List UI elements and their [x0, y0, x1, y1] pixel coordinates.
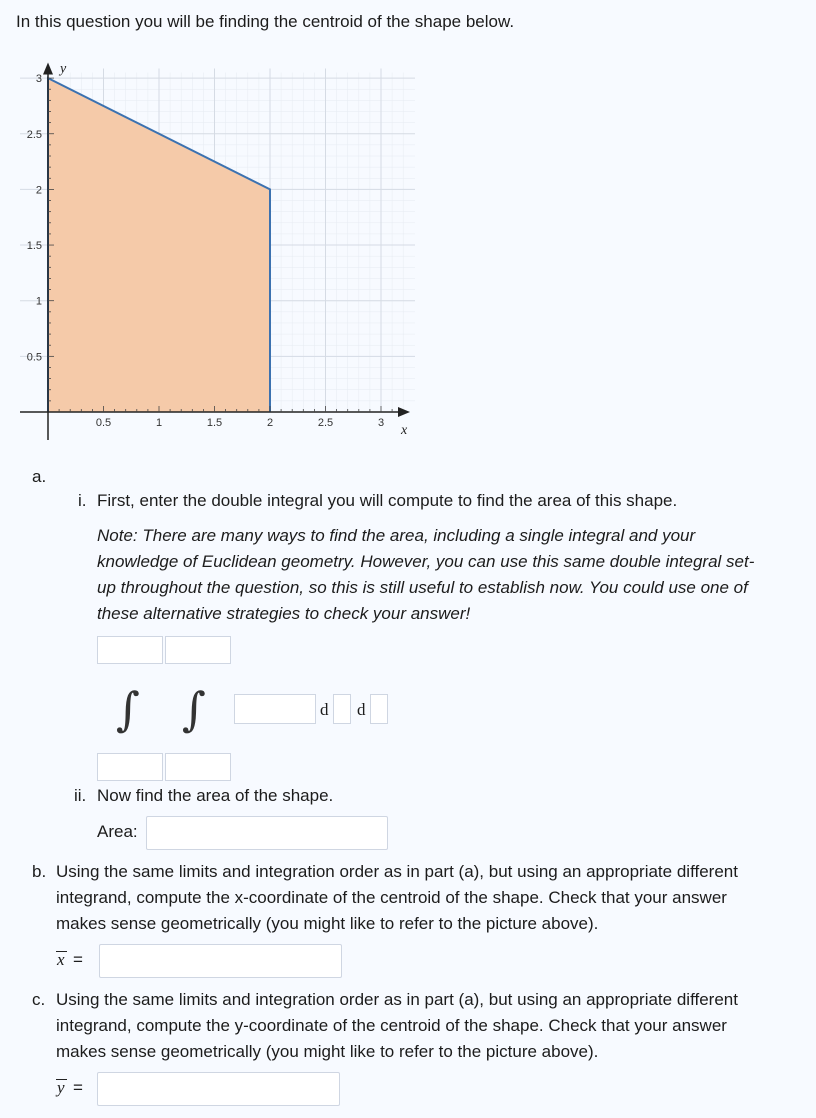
part-b-line-1: Using the same limits and integration order as in part (a), but using an appropriate different [56, 862, 738, 881]
y-tick-label: 1 [35, 295, 42, 308]
shape-chart [0, 38, 430, 448]
y-axis-arrow-icon [43, 63, 53, 75]
part-b-line-2: integrand, compute the x-coordinate of the centroid of the shape. Check that your answer [56, 888, 727, 907]
inner-upper-limit-input[interactable] [165, 636, 231, 664]
y-bar-variable: y [57, 1078, 65, 1097]
outer-integral-icon: ∫ [116, 682, 140, 736]
x-tick-label: 0.5 [95, 417, 112, 429]
area-input[interactable] [146, 816, 388, 850]
y-tick-label: 2 [35, 184, 42, 197]
inner-lower-limit-input[interactable] [165, 753, 231, 781]
part-b-label: b. [32, 862, 47, 881]
x-axis-label: x [401, 423, 408, 438]
x-tick-label: 1.5 [206, 417, 223, 429]
y-axis-label: y [60, 61, 67, 77]
part-a-ii-text: Now find the area of the shape. [97, 786, 334, 805]
x-bar-input[interactable] [99, 944, 342, 978]
area-label: Area: [97, 822, 138, 841]
y-tick-label: 0.5 [26, 351, 42, 364]
differential-d-1: d [320, 700, 329, 719]
note-line-3: up throughout the question, so this is still useful to establish now. You could use one of [97, 578, 748, 597]
second-variable-input[interactable] [370, 694, 388, 724]
part-a-i-label: i. [78, 491, 87, 510]
part-c-line-2: integrand, compute the y-coordinate of the centroid of the shape. Check that your answer [56, 1016, 727, 1035]
part-a-i-text: First, enter the double integral you will compute to find the area of this shape. [97, 491, 678, 510]
y-tick-label: 1.5 [26, 240, 42, 253]
outer-upper-limit-input[interactable] [97, 636, 163, 664]
y-tick-label: 2.5 [26, 128, 42, 141]
part-b-line-3: makes sense geometrically (you might like to refer to the picture above). [56, 914, 599, 933]
note-line-4: these alternative strategies to check your answer! [97, 604, 471, 623]
note-line-2: knowledge of Euclidean geometry. However, you can use this same double integral set- [97, 552, 755, 571]
x-axis-arrow-icon [398, 407, 410, 417]
part-c-line-3: makes sense geometrically (you might like to refer to the picture above). [56, 1042, 599, 1061]
intro-text: In this question you will be finding the centroid of the shape below. [16, 12, 515, 31]
x-tick-label: 2 [266, 417, 274, 429]
part-a-label: a. [32, 467, 47, 486]
y-bar-input[interactable] [97, 1072, 340, 1106]
part-c-label: c. [32, 990, 46, 1009]
x-tick-label: 3 [377, 417, 385, 429]
x-tick-label: 1 [155, 417, 163, 429]
x-tick-label: 2.5 [317, 417, 334, 429]
integrand-input[interactable] [234, 694, 316, 724]
differential-d-2: d [357, 700, 366, 719]
part-a-ii-label: ii. [74, 786, 87, 805]
x-bar-equals: = [73, 950, 83, 969]
inner-integral-icon: ∫ [182, 682, 206, 736]
y-bar-equals: = [73, 1078, 83, 1097]
outer-lower-limit-input[interactable] [97, 753, 163, 781]
first-variable-input[interactable] [333, 694, 351, 724]
part-c-line-1: Using the same limits and integration order as in part (a), but using an appropriate different [56, 990, 738, 1009]
note-line-1: Note: There are many ways to find the area, including a single integral and your [97, 526, 696, 545]
y-tick-label: 3 [35, 73, 42, 86]
x-bar-variable: x [57, 950, 65, 969]
